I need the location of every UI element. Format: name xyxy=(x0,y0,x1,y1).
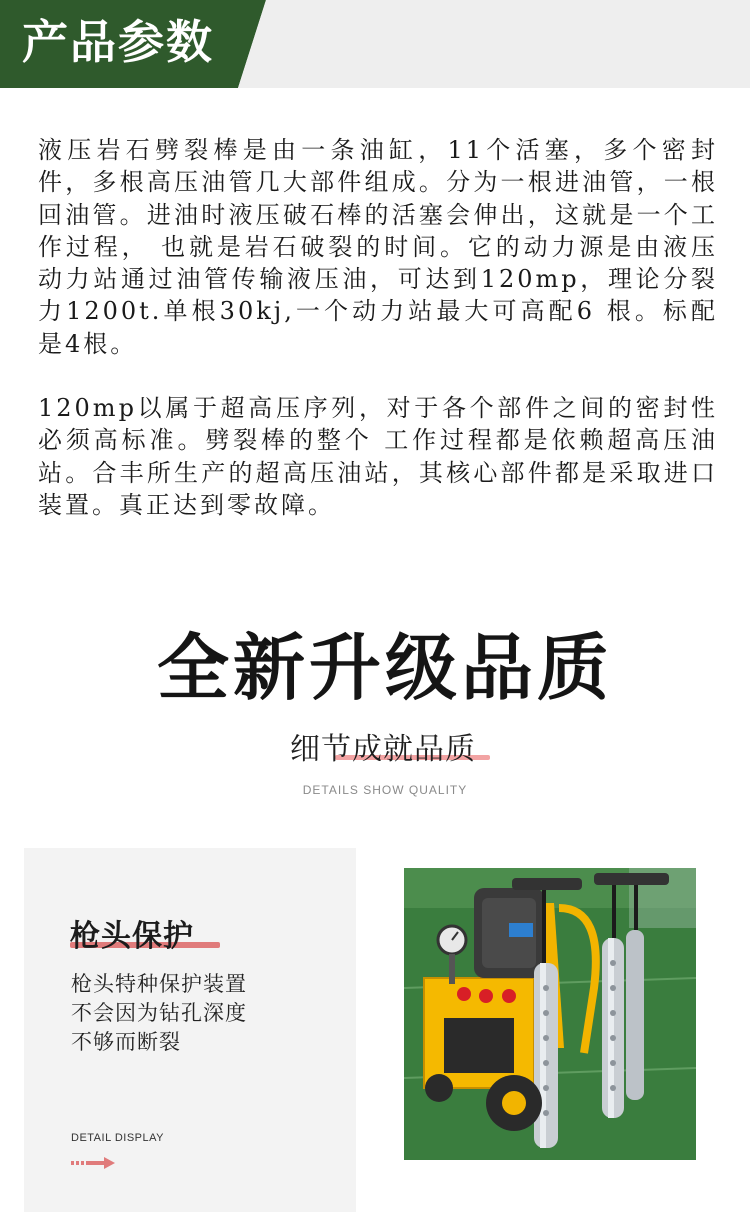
detail-display-label: DETAIL DISPLAY xyxy=(71,1132,164,1144)
page-header xyxy=(0,0,750,88)
card-line: 不够而断裂 xyxy=(71,1030,181,1054)
description-paragraph-2: 120mp以属于超高压序列，对于各个部件之间的密封性必须高标准。劈裂棒的整个 工作过程都是依赖超高压油站。合丰所生产的超高压油站，其核心部件都是采取进口装置。真正达到零故障。 xyxy=(38,394,718,519)
upgrade-subtitle: 细节成就品质 xyxy=(290,732,476,767)
arrow-right-icon xyxy=(71,1156,119,1170)
detail-card xyxy=(24,848,356,1212)
hydraulic-splitter-photo xyxy=(404,868,696,1160)
card-line: 枪头特种保护装置 xyxy=(71,972,247,996)
card-description xyxy=(71,970,247,1057)
description-paragraph-1: 液压岩石劈裂棒是由一条油缸，11个活塞，多个密封件，多根高压油管几大部件组成。分为一根进油管，一根回油管。进油时液压破石棒的活塞会伸出，这就是一个工作过程， 也就是岩石破裂的时间。它的动力源是由液压动力站通过油管传输液压油，可达到120mp，理论分裂力1200t.单根30kj,一个动力站最大可高配6 根。标配是4根。 xyxy=(38,136,718,358)
upgrade-heading: 全新升级品质 xyxy=(156,626,613,710)
page-title: 产品参数 xyxy=(22,15,214,69)
card-line: 不会因为钻孔深度 xyxy=(71,1001,247,1025)
card-title: 枪头保护 xyxy=(70,919,194,954)
upgrade-subtitle-english: DETAILS SHOW QUALITY xyxy=(302,783,468,797)
